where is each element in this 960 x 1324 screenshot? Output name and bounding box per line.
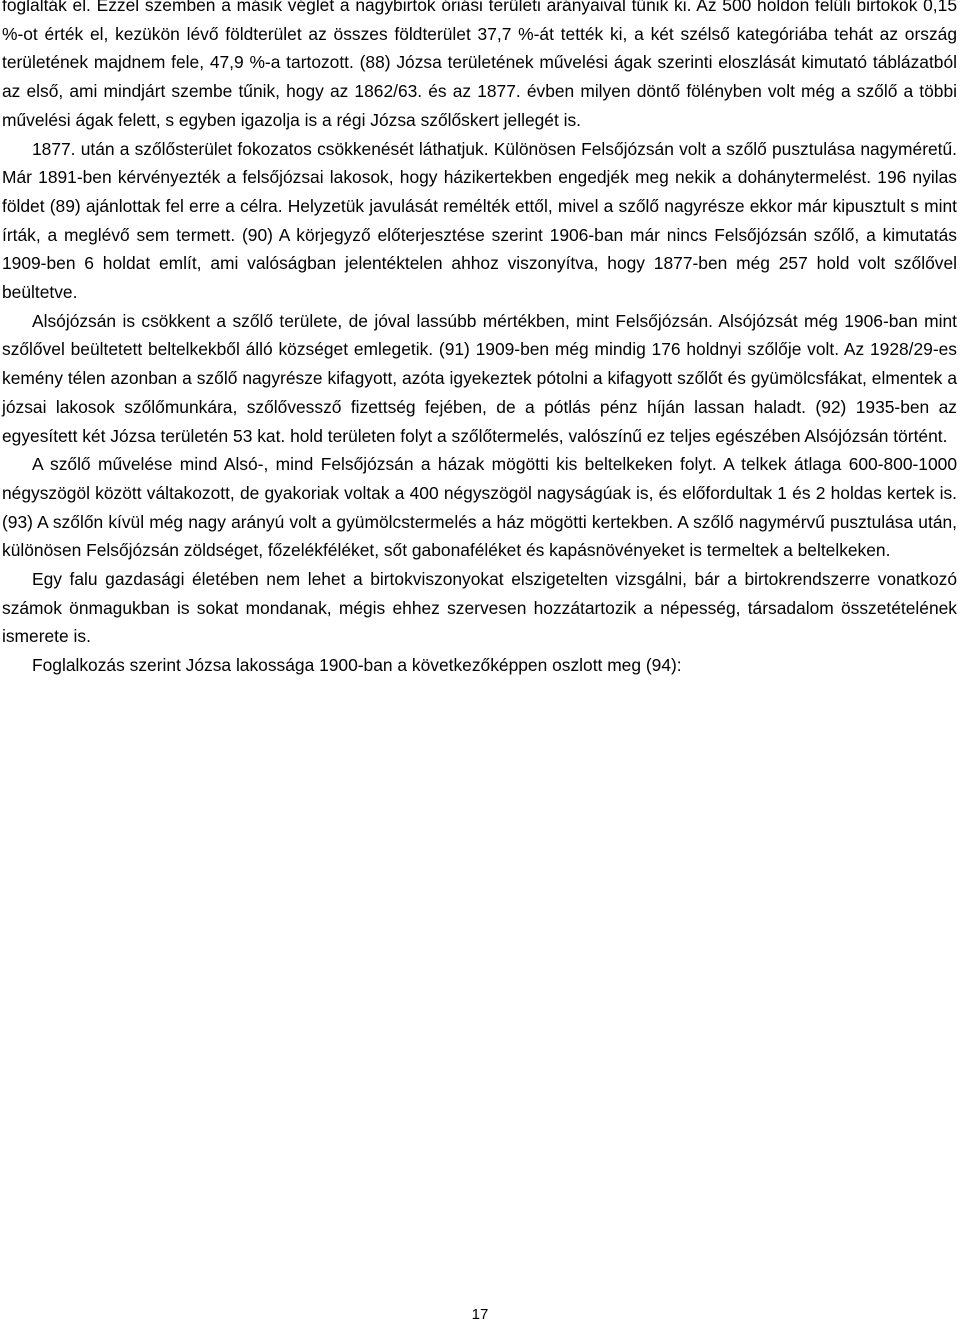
- paragraph-4: A szőlő művelése mind Alsó-, mind Felsőjózsán a házak mögötti kis beltelkeken folyt. A telkek átlaga 600-800-1000 négyszögöl között váltakozott, de gyakoriak voltak a 400 négyszögöl nagyságúak is, és előfordultak 1 és 2 holdas kertek is. (93) A szőlőn kívül még nagy arányú volt a gyümölcstermelés a ház mögötti kertekben. A szőlő nagymérvű pusztulása után, különösen Felsőjózsán zöldséget, főzelékféléket, sőt gabonaféléket és kapásnövényeket is termeltek a beltelkeken.: [2, 454, 957, 561]
- paragraph-5: Egy falu gazdasági életében nem lehet a birtokviszonyokat elszigetelten vizsgálni, bár a birtokrendszerre vonatkozó számok önmagukban is sokat mondanak, mégis ehhez szervesen hozzátartozik a népesség, társadalom összetételének ismerete is.: [2, 569, 957, 647]
- paragraph-2: 1877. után a szőlősterület fokozatos csökkenését láthatjuk. Különösen Felsőjózsán volt a szőlő pusztulása nagyméretű. Már 1891-ben kérvényezték a felsőjózsai lakosok, hogy házikertekben engedjék meg nekik a dohánytermelést. 196 nyilas földet (89) ajánlottak fel erre a célra. Helyzetük javulását remélték ettől, mivel a szőlő nagyrésze ekkor már kipusztult s mint írták, a meglévő sem termett. (90) A körjegyző előterjesztése szerint 1906-ban már nincs Felsőjózsán szőlő, a kimutatás 1909-ben 6 holdat említ, ami valóságban jelentéktelen ahhoz viszonyítva, hogy 1877-ben még 257 hold volt szőlővel beültetve.: [2, 138, 957, 303]
- body-text: [2, 0, 957, 680]
- paragraph-6: Foglalkozás szerint Józsa lakossága 1900-ban a következőképpen oszlott meg (94):: [32, 655, 682, 676]
- paragraph-1: foglalták el. Ezzel szemben a másik véglet a nagybirtok óriási területi arányaival tűnik ki. Az 500 holdon felüli birtokok 0,15 %-ot érték el, kezükön lévő földterület az összes földterület 37,7 %-át tették ki, a két szélső kategóriába tehát az ország területének majdnem fele, 47,9 %-a tartozott. (88) Józsa területének művelési ágak szerinti eloszlását kimutató táblázatból az első, ami mindjárt szembe tűnik, hogy az 1862/63. és az 1877. évben milyen döntő fölényben volt még a szőlő a többi művelési ágak felett, s egyben igazolja is a régi Józsa szőlőskert jellegét is.: [2, 0, 957, 130]
- paragraph-3: Alsójózsán is csökkent a szőlő területe, de jóval lassúbb mértékben, mint Felsőjózsán. Alsójózsát még 1906-ban mint szőlővel beültetett beltelkekből álló községet emlegetik. (91) 1909-ben még mindig 176 holdnyi szőlője volt. Az 1928/29-es kemény télen azonban a szőlő nagyrésze kifagyott, azóta igyekeztek pótolni a kifagyott szőlőt és gyümölcsfákat, elmentek a józsai lakosok szőlőmunkára, szőlővessző fizettség fejében, de a pótlás pénz híján lassan haladt. (92) 1935-ben az egyesített két Józsa területén 53 kat. hold területen folyt a szőlőtermelés, valószínű ez teljes egészében Alsójózsán történt.: [2, 310, 957, 446]
- page-number: 17: [471, 1306, 489, 1323]
